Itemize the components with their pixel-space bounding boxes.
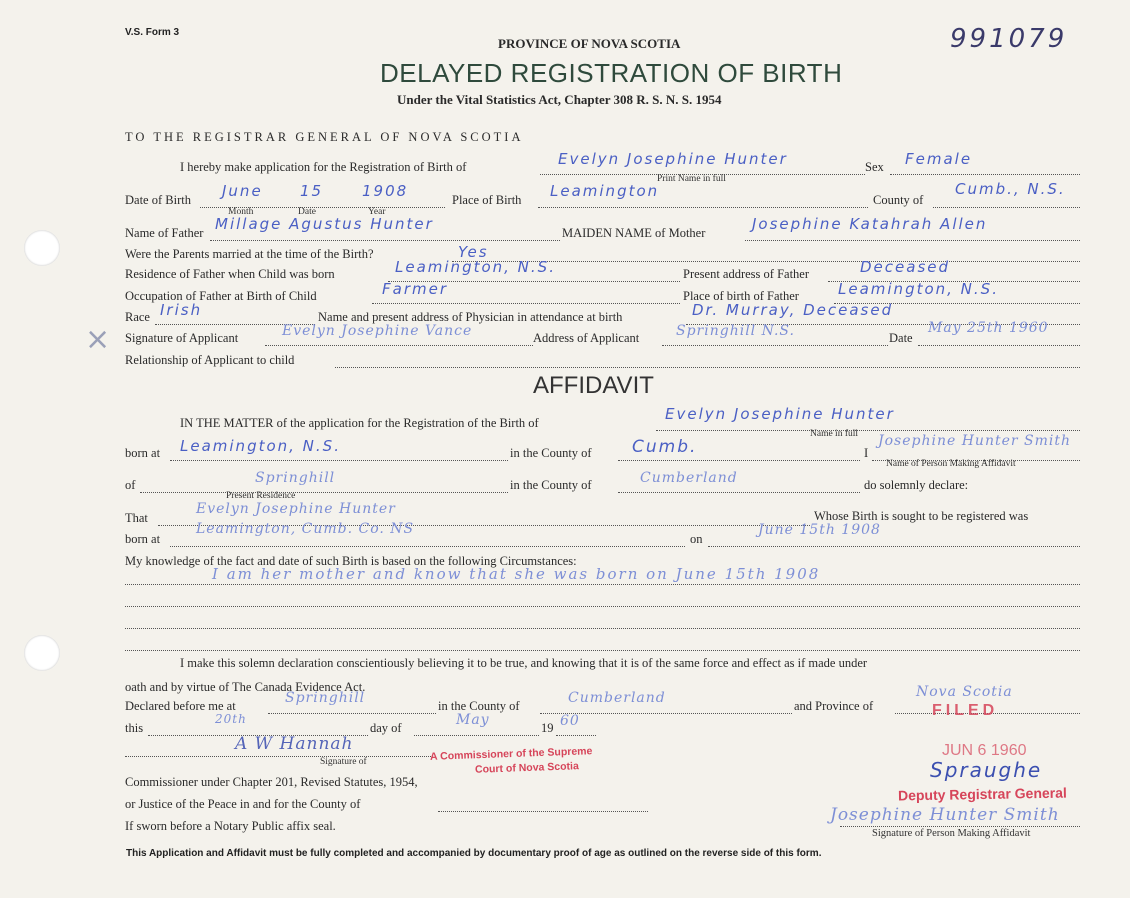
occupation-father-label: Occupation of Father at Birth of Child (125, 289, 317, 303)
year-value: 60 (560, 713, 580, 729)
month-hint: Month (228, 207, 254, 217)
whose-birth-label: Whose Birth is sought to be registered was (814, 509, 1029, 523)
race-label: Race (125, 310, 150, 324)
mother-maiden-label: MAIDEN NAME of Mother (562, 226, 706, 240)
day-of-label: day of (370, 721, 402, 735)
name-person-affidavit-hint: Name of Person Making Affidavit (886, 459, 1016, 469)
affidavit-signature: Josephine Hunter Smith (830, 805, 1060, 825)
punch-hole-top (24, 230, 60, 266)
punch-hole-bottom (24, 635, 60, 671)
addressee: TO THE REGISTRAR GENERAL OF NOVA SCOTIA (125, 130, 524, 144)
registration-number: 991079 (950, 24, 1068, 54)
that-name: Evelyn Josephine Hunter (196, 501, 396, 517)
page-title: DELAYED REGISTRATION OF BIRTH (380, 58, 843, 88)
affidavit-child-name: Evelyn Josephine Hunter (665, 405, 895, 423)
in-county-label-3: in the County of (438, 699, 520, 713)
affiant-county: Cumberland (640, 470, 738, 486)
commissioner-stamp-line1: A Commissioner of the Supreme (429, 745, 593, 763)
declaration-text: I make this solemn declaration conscientiously believing it to be true, and knowing that it is of the same force and effect as if made under (180, 656, 868, 670)
residence-father-value: Leamington, N.S. (395, 258, 556, 276)
form-number: V.S. Form 3 (125, 27, 180, 38)
physician-label: Name and present address of Physician in attendance at birth (318, 310, 623, 324)
deputy-registrar-stamp: Deputy Registrar General (897, 784, 1067, 804)
application-intro-label: I hereby make application for the Registration of Birth of (180, 160, 467, 174)
born-at-label: born at (125, 446, 161, 460)
do-solemnly-label: do solemnly declare: (864, 478, 969, 492)
in-county-label-1: in the County of (510, 446, 592, 460)
race-value: Irish (160, 301, 203, 319)
declared-county-value: Cumberland (568, 690, 666, 706)
dob-day-value: 15 (300, 182, 324, 200)
born-at2-label: born at (125, 532, 161, 546)
commissioner-text: Commissioner under Chapter 201, Revised Statutes, 1954, (125, 775, 418, 789)
signature-person-hint: Signature of Person Making Affidavit (872, 828, 1031, 839)
declared-at-value: Springhill (285, 690, 366, 706)
filed-date-stamp: JUN 6 1960 (942, 742, 1027, 759)
dob-month-value: June (222, 182, 263, 200)
page-subtitle: Under the Vital Statistics Act, Chapter 308 R. S. N. S. 1954 (397, 92, 722, 107)
this-label: this (125, 721, 144, 735)
sex-value: Female (905, 150, 973, 168)
county-value: Cumb., N.S. (955, 180, 1066, 198)
application-date-value: May 25th 1960 (928, 320, 1049, 336)
father-name-label: Name of Father (125, 226, 204, 240)
applicant-signature-value: Evelyn Josephine Vance (282, 323, 473, 339)
and-province-label: and Province of (794, 699, 874, 713)
father-name-value: Millage Agustus Hunter (215, 215, 434, 233)
parents-married-value: Yes (458, 243, 489, 261)
physician-value: Dr. Murray, Deceased (692, 301, 894, 319)
x-mark: × (85, 322, 113, 357)
year-prefix: 19 (541, 721, 554, 735)
dob-year-value: 1908 (362, 182, 409, 200)
affidavit-born-county: Cumb. (632, 437, 698, 457)
place-of-birth-label: Place of Birth (452, 193, 522, 207)
that-label: That (125, 511, 148, 525)
place-of-birth-value: Leamington (550, 182, 660, 200)
justice-text: or Justice of the Peace in and for the County of (125, 797, 361, 811)
declared-province-value: Nova Scotia (916, 684, 1013, 700)
county-label: County of (873, 193, 924, 207)
year-hint: Year (368, 207, 386, 217)
month-value: May (456, 712, 490, 728)
affidavit-born-at: Leamington, N.S. (180, 437, 341, 455)
applicant-address-value: Springhill N.S. (676, 323, 795, 339)
address-applicant-label: Address of Applicant (533, 331, 640, 345)
oath-line: oath and by virtue of The Canada Evidence Act. (125, 680, 366, 694)
signature-applicant-label: Signature of Applicant (125, 331, 239, 345)
day-value: 20th (215, 712, 247, 726)
circumstances-value: I am her mother and know that she was born on June 15th 1908 (212, 565, 821, 583)
in-the-matter-label: IN THE MATTER of the application for the Registration of the Birth of (180, 416, 539, 430)
on-label: on (690, 532, 703, 546)
affidavit-heading: AFFIDAVIT (533, 372, 654, 399)
i-label: I (864, 446, 869, 460)
name-in-full-hint: Name in full (810, 429, 859, 439)
knowledge-label: My knowledge of the fact and date of such Birth is based on the following Circumstances: (125, 554, 577, 568)
mother-maiden-value: Josephine Katahrah Allen (752, 215, 988, 233)
notary-text: If sworn before a Notary Public affix seal. (125, 819, 336, 833)
commissioner-signature: A W Hannah (235, 734, 354, 754)
date-applicant-label: Date (889, 331, 913, 345)
present-address-father-label: Present address of Father (683, 267, 810, 281)
present-address-father-value: Deceased (860, 258, 951, 276)
signature-of-label: Signature of (320, 757, 367, 767)
parents-married-label: Were the Parents married at the time of the Birth? (125, 247, 374, 261)
of-label: of (125, 478, 136, 492)
affiant-name: Josephine Hunter Smith (878, 433, 1072, 449)
province-header: PROVINCE OF NOVA SCOTIA (498, 36, 681, 51)
born-on-value: June 15th 1908 (758, 522, 881, 538)
footer-note: This Application and Affidavit must be fully completed and accompanied by documentary proof of age as outlined on the reverse side of this form. (126, 848, 822, 859)
affiant-residence: Springhill (255, 470, 336, 486)
place-birth-father-value: Leamington, N.S. (838, 280, 999, 298)
filed-stamp: FILED (932, 702, 999, 719)
residence-father-label: Residence of Father when Child was born (125, 267, 335, 281)
present-residence-hint: Present Residence (226, 491, 296, 501)
relationship-label: Relationship of Applicant to child (125, 353, 295, 367)
born-at2-value: Leamington, Cumb. Co. NS (196, 521, 415, 537)
deputy-signature: Spraughe (930, 758, 1043, 782)
print-name-hint: Print Name in full (657, 174, 726, 184)
occupation-father-value: Farmer (382, 280, 448, 298)
in-county-label-2: in the County of (510, 478, 592, 492)
commissioner-stamp-line2: Court of Nova Scotia (474, 760, 580, 776)
dob-label: Date of Birth (125, 193, 191, 207)
declared-before-label: Declared before me at (125, 699, 236, 713)
sex-label: Sex (865, 160, 884, 174)
child-name-value: Evelyn Josephine Hunter (558, 150, 788, 168)
date-hint: Date (298, 207, 316, 217)
place-birth-father-label: Place of birth of Father (683, 289, 799, 303)
